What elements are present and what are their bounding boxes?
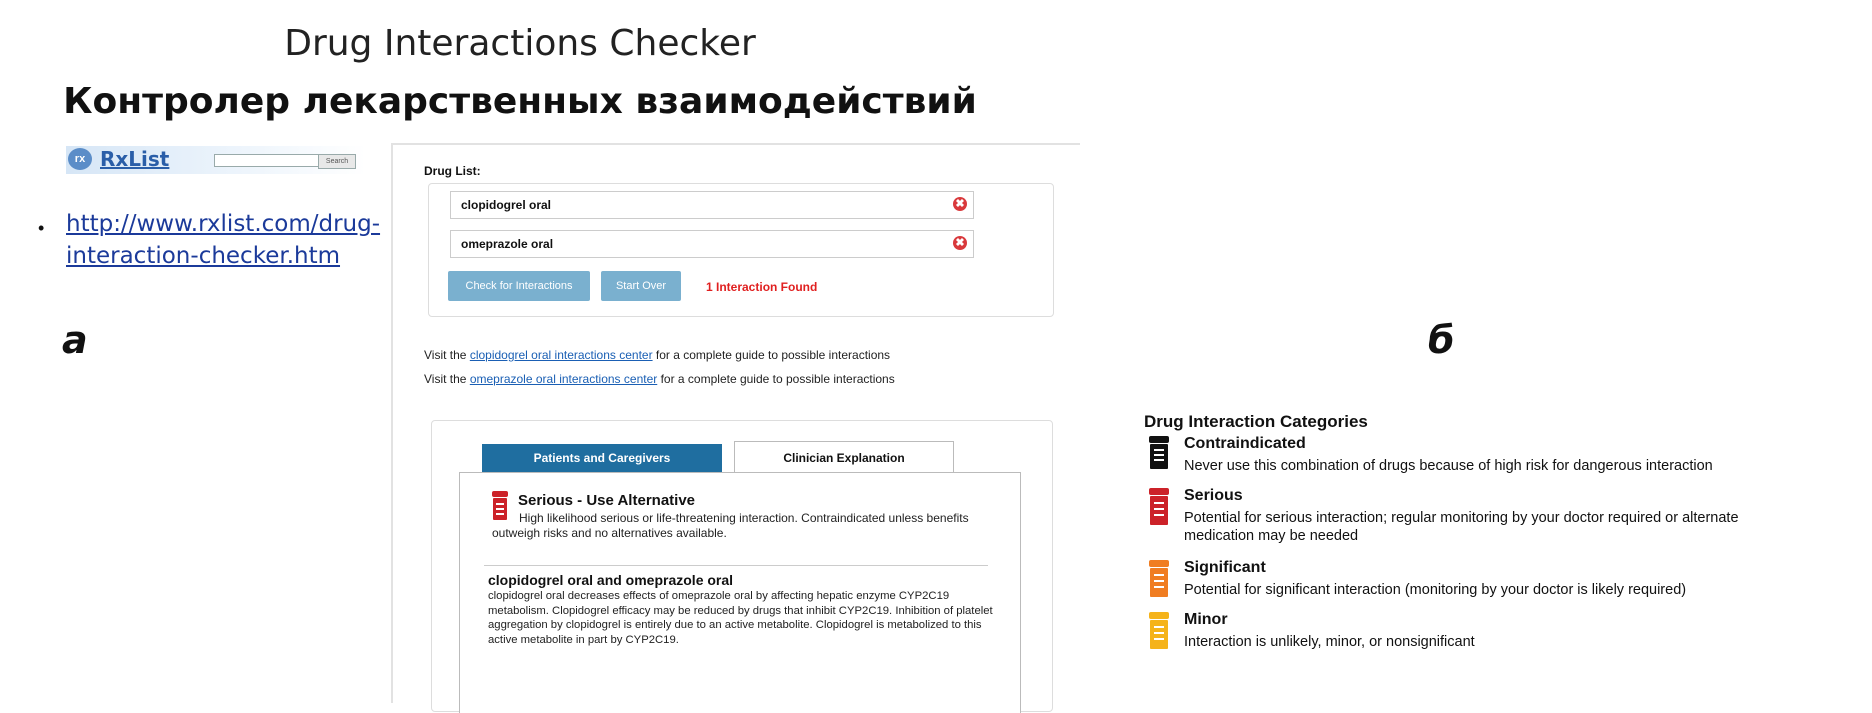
drug-name: omeprazole oral	[461, 237, 554, 251]
tab-patients-caregivers[interactable]: Patients and Caregivers	[482, 444, 722, 472]
category-name: Contraindicated	[1184, 435, 1306, 452]
visit-line: Visit the omeprazole oral interactions center for a complete guide to possible interactions	[424, 372, 895, 386]
interactions-found-text: 1 Interaction Found	[706, 280, 818, 294]
slide-title: Drug Interactions Checker	[284, 23, 756, 64]
omeprazole-center-link[interactable]: omeprazole oral interactions center	[469, 372, 658, 386]
panel-label-a: а	[62, 318, 88, 362]
slide-title-ru: Контролер лекарственных взаимодействий	[63, 81, 977, 122]
rxlist-search-button[interactable]: Search	[318, 154, 356, 169]
clopidogrel-center-link[interactable]: clopidogrel oral interactions center	[469, 348, 653, 362]
divider	[484, 565, 988, 566]
rxlist-url-link[interactable]: http://www.rxlist.com/drug-interaction-checker.htm	[66, 211, 381, 269]
rxlist-search-input[interactable]	[214, 154, 320, 167]
check-interactions-button[interactable]: Check for Interactions	[448, 271, 590, 301]
pill-bottle-icon	[1148, 560, 1170, 598]
pill-bottle-icon	[1148, 436, 1170, 470]
tab-clinician-explanation[interactable]: Clinician Explanation	[734, 441, 954, 475]
category-name: Serious	[1184, 487, 1243, 504]
drug-item	[450, 191, 974, 219]
interaction-pair-description: clopidogrel oral decreases effects of omeprazole oral by affecting hepatic enzyme CYP2C19 metabolism. Clopidogrel efficacy may be reduced by drugs that inhibit CYP2C19. Inhibition of platelet aggregation by clopidogrel is entirely due to an active metabolite. Clopidogrel is metabolized to this active metabolite in part by CYP2C19.	[488, 590, 993, 646]
category-description: Potential for significant interaction (monitoring by your doctor is likely required)	[1184, 582, 1687, 598]
rxlist-badge-icon: rx	[68, 148, 92, 170]
remove-circle-icon[interactable]: ✖	[953, 236, 967, 250]
interaction-pair-title: clopidogrel oral and omeprazole oral	[488, 572, 734, 588]
category-description: Never use this combination of drugs because of high risk for dangerous interaction	[1184, 458, 1713, 474]
severity-title: Serious - Use Alternative	[518, 492, 696, 509]
bullet-dot: •	[38, 218, 45, 238]
pill-bottle-icon	[1148, 612, 1170, 650]
category-name: Minor	[1184, 611, 1228, 628]
category-description: Potential for serious interaction; regular monitoring by your doctor required or alternate medication may be needed	[1184, 510, 1739, 544]
start-over-button[interactable]: Start Over	[601, 271, 681, 301]
categories-title: Drug Interaction Categories	[1144, 412, 1368, 431]
drug-item	[450, 230, 974, 258]
category-description: Interaction is unlikely, minor, or nonsignificant	[1184, 634, 1475, 650]
category-name: Significant	[1184, 559, 1266, 576]
visit-line: Visit the clopidogrel oral interactions center for a complete guide to possible interactions	[424, 348, 891, 362]
drug-name: clopidogrel oral	[461, 198, 552, 212]
remove-circle-icon[interactable]: ✖	[953, 197, 967, 211]
panel-border	[391, 143, 1080, 145]
severity-description: High likelihood serious or life-threatening interaction. Contraindicated unless benefits outweigh risks and no alternatives available.	[492, 511, 969, 540]
pill-bottle-icon	[1148, 488, 1170, 526]
panel-label-b: б	[1428, 318, 1455, 362]
drug-list-label: Drug List:	[424, 164, 481, 178]
rxlist-logo-text[interactable]: RxList	[100, 147, 170, 171]
panel-border	[391, 143, 393, 703]
